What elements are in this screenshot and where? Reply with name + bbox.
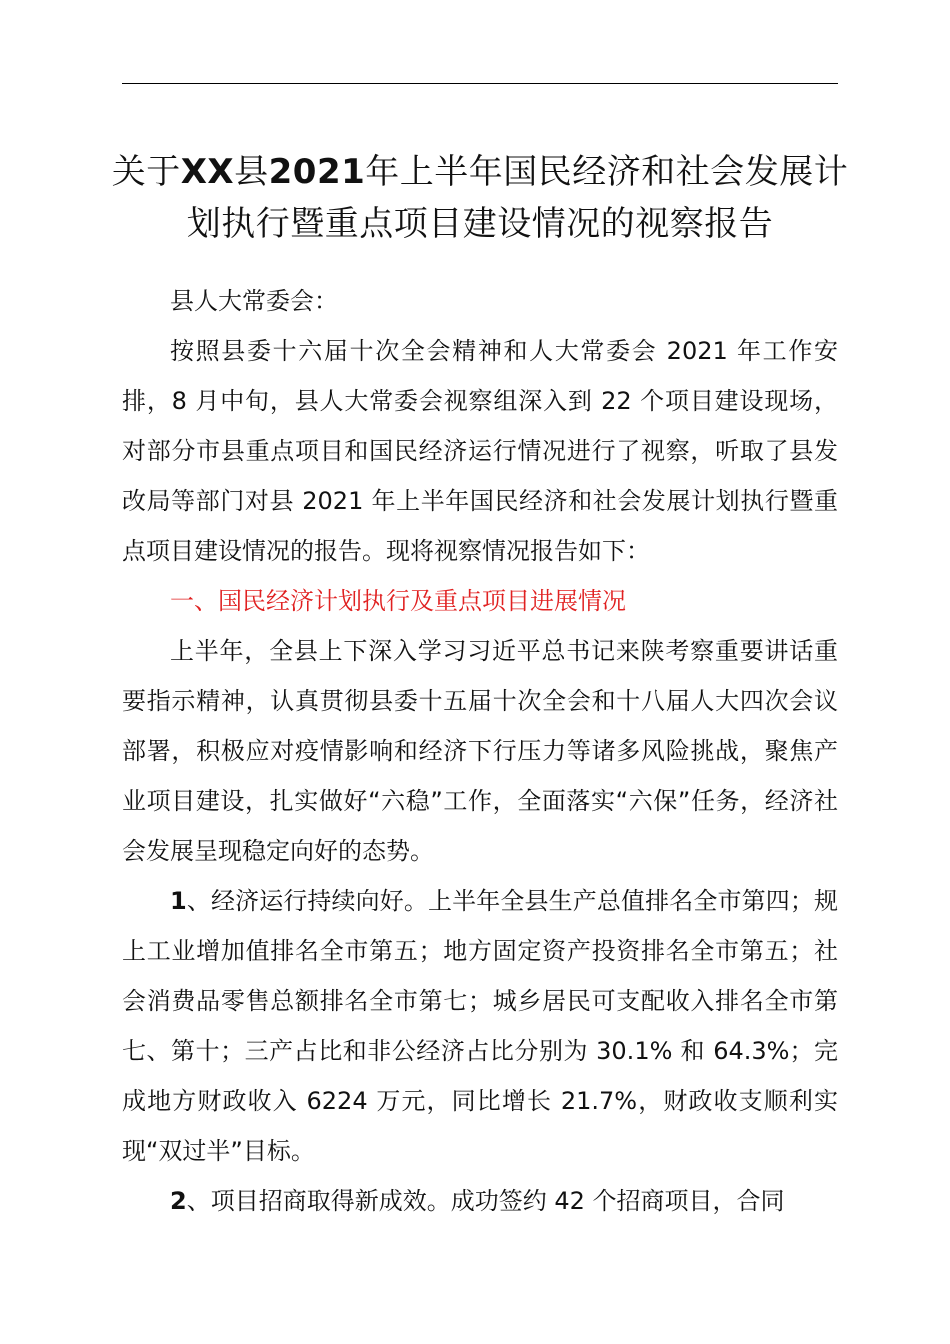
title-part-1: 关于	[111, 152, 181, 192]
title-part-2: XX	[180, 152, 235, 192]
title-part-6: 展计划执行暨重点项目建设情况的视察报告	[186, 152, 849, 244]
section-1-paragraph: 上半年，全县上下深入学习习近平总书记来陕考察重要讲话重要指示精神，认真贯彻县委十五届十次全会和十八届人大四次会议部署，积极应对疫情影响和经济下行压力等诸多风险挑战，聚焦产业项目建设，扎实做好“六稳”工作，全面落实“六保”任务，经济社会发展呈现稳定向好的态势。	[122, 637, 838, 865]
title-part-3: 县	[234, 152, 269, 192]
item-2-number: 2	[170, 1187, 187, 1215]
section-heading-1: 一、国民经济计划执行及重点项目进展情况	[170, 587, 626, 615]
intro-paragraph: 按照县委十六届十次全会精神和人大常委会 2021 年工作安排，8 月中旬，县人大常委会视察组深入到 22 个项目建设现场，对部分市县重点项目和国民经济运行情况进行了视察，听取了县发改局等部门对县 2021 年上半年国民经济和社会发展计划执行暨重点项目建设情况的报告。现将视察情况报告如下：	[122, 337, 838, 565]
item-1-paragraph	[122, 876, 838, 1176]
header-rule	[122, 83, 838, 84]
document-title	[110, 146, 850, 250]
item-2-text: 、项目招商取得新成效。成功签约 42 个招商项目，合同	[186, 1187, 785, 1215]
item-1-number: 1	[170, 887, 187, 915]
title-part-5: 年上半年国民经济和社会发	[365, 152, 780, 192]
salutation: 县人大常委会：	[170, 287, 338, 315]
title-part-4: 2021	[268, 152, 366, 192]
item-2-paragraph	[122, 1176, 838, 1226]
document-body	[122, 276, 838, 1226]
item-1-text: 、经济运行持续向好。上半年全县生产总值排名全市第四；规上工业增加值排名全市第五；地方固定资产投资排名全市第五；社会消费品零售总额排名全市第七；城乡居民可支配收入排名全市第七、第十；三产占比和非公经济占比分别为 30.1% 和 64.3%；完成地方财政收入 6224 万元，同比增长 21.7%，财政收支顺利实现“双过半”目标。	[122, 887, 838, 1165]
